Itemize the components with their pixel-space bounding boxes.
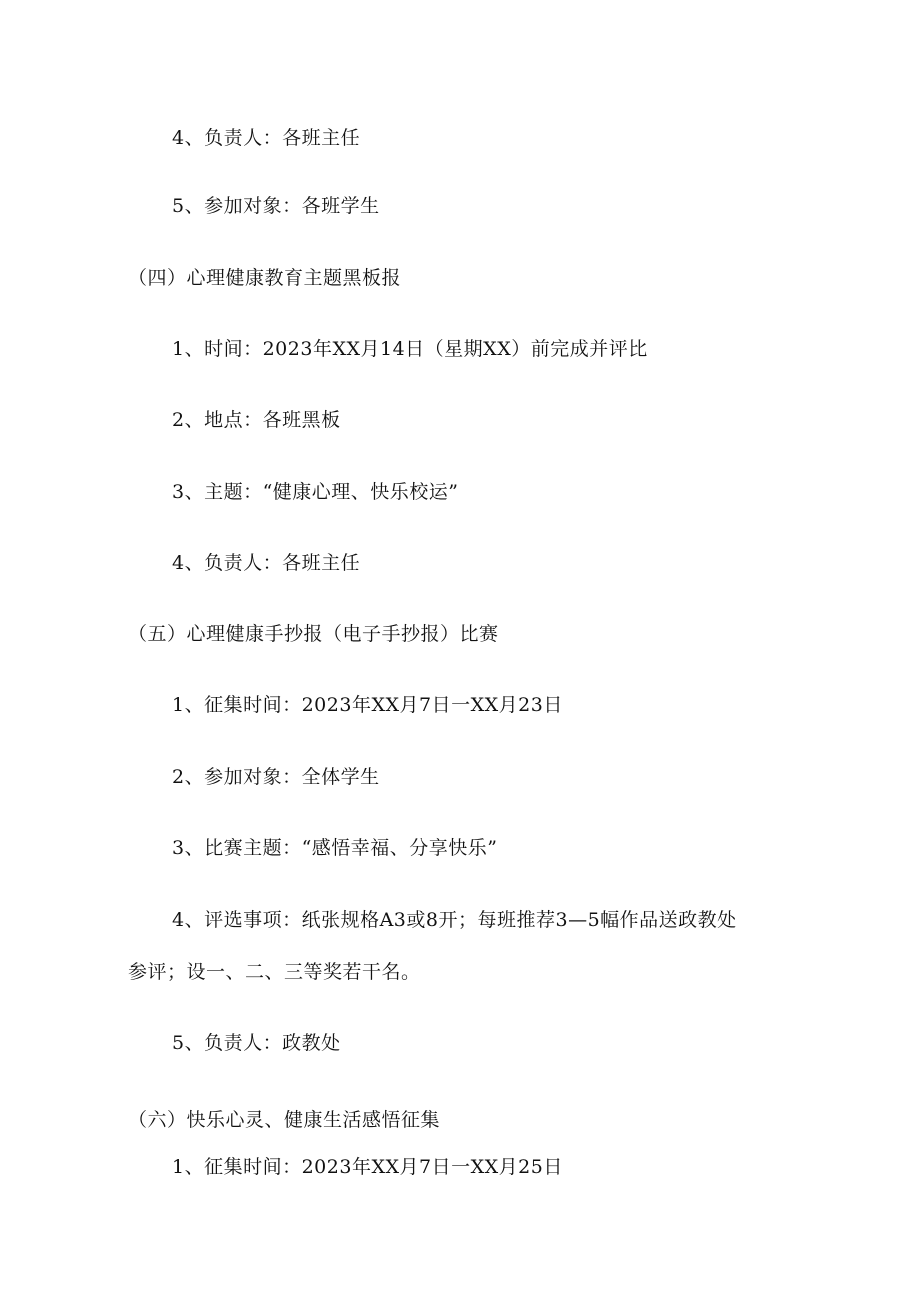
list-item: 4、评选事项：纸张规格A3或8开；每班推荐3—5幅作品送政教处 bbox=[172, 909, 737, 931]
list-item: 3、主题：“健康心理、快乐校运” bbox=[172, 481, 459, 503]
list-item: 3、比赛主题：“感悟幸福、分享快乐” bbox=[172, 837, 498, 859]
list-item: 5、负责人：政教处 bbox=[172, 1032, 341, 1054]
list-item: 2、地点：各班黑板 bbox=[172, 409, 341, 431]
list-item-continuation: 参评；设一、二、三等奖若干名。 bbox=[128, 961, 421, 983]
list-item: 2、参加对象：全体学生 bbox=[172, 766, 380, 788]
list-item: 5、参加对象：各班学生 bbox=[172, 195, 380, 217]
list-item: 4、负责人：各班主任 bbox=[172, 552, 361, 574]
section-heading: （六）快乐心灵、健康生活感悟征集 bbox=[128, 1109, 441, 1131]
list-item: 1、时间：2023年XX月14日（星期XX）前完成并评比 bbox=[172, 338, 648, 360]
list-item: 4、负责人：各班主任 bbox=[172, 127, 361, 149]
section-heading: （四）心理健康教育主题黑板报 bbox=[128, 267, 402, 289]
list-item: 1、征集时间：2023年XX月7日一XX月25日 bbox=[172, 1156, 563, 1178]
section-heading: （五）心理健康手抄报（电子手抄报）比赛 bbox=[128, 623, 499, 645]
list-item: 1、征集时间：2023年XX月7日一XX月23日 bbox=[172, 694, 563, 716]
